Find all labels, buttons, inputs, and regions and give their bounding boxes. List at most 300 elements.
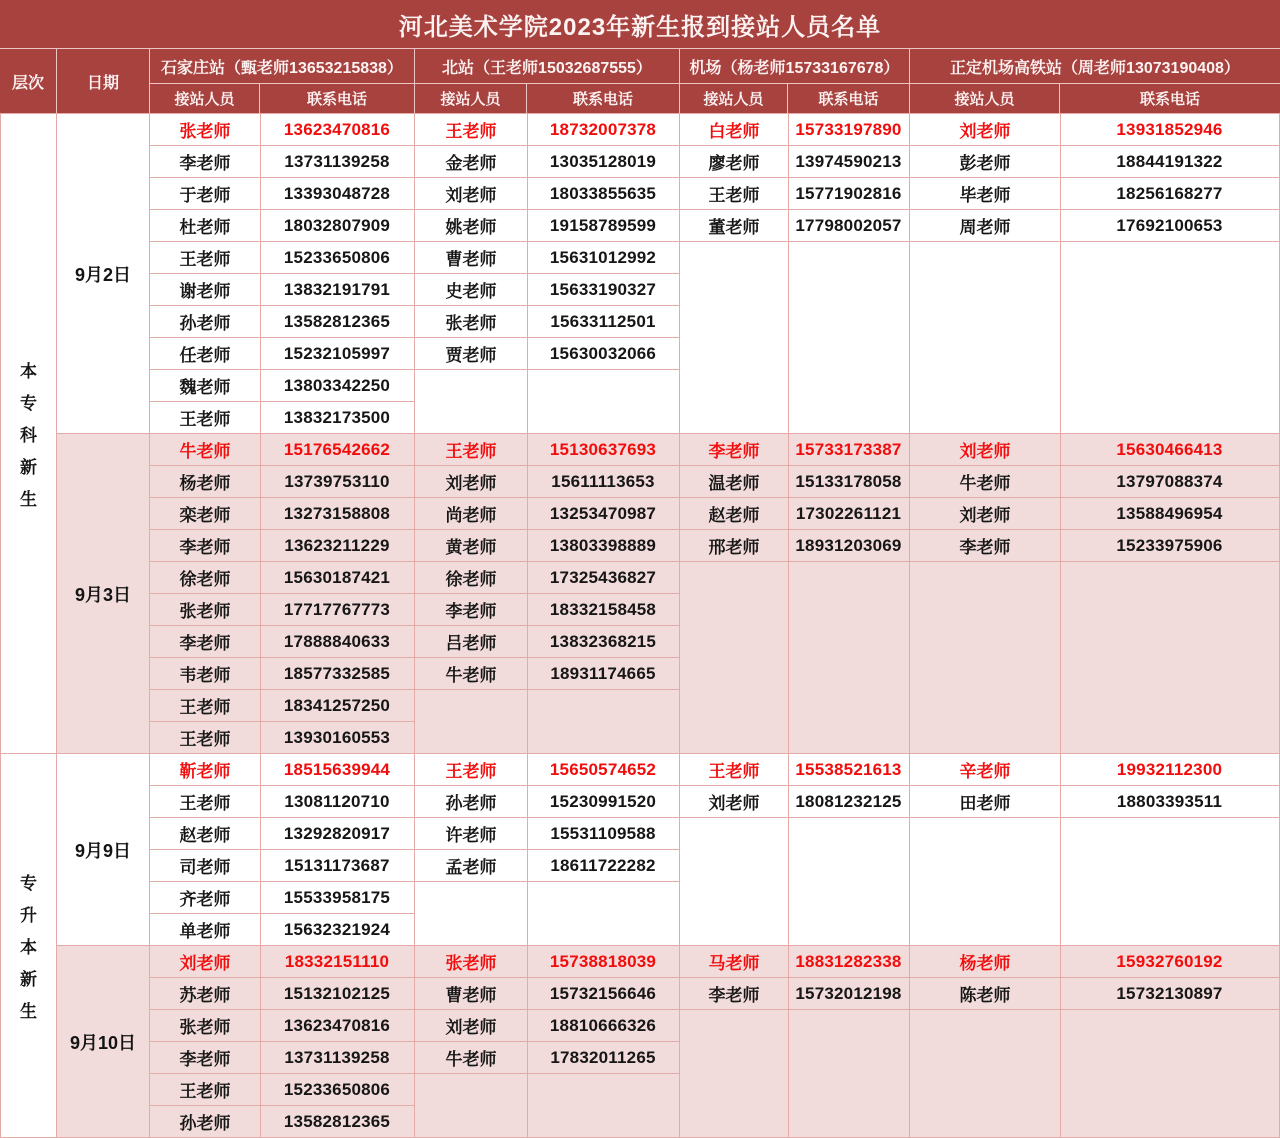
- table-row: [910, 466, 1279, 498]
- station-cell: [150, 946, 415, 1137]
- phone-cell: 13832191791: [283, 279, 391, 299]
- person-cell: 孟老师: [445, 858, 497, 877]
- person-cell: 赵老师: [179, 826, 231, 845]
- table-row: [415, 242, 679, 274]
- phone-cell: 13582812365: [283, 1111, 391, 1131]
- person-cell: 王老师: [445, 442, 497, 461]
- table-row: [910, 114, 1279, 146]
- phone-cell: 15650574652: [549, 759, 657, 779]
- phone-cell: 15631012992: [549, 247, 657, 267]
- table-row: [150, 242, 414, 274]
- person-cell: 曹老师: [445, 986, 497, 1005]
- table-row: [150, 850, 414, 882]
- person-cell: 张老师: [179, 1018, 231, 1037]
- phone-cell: 15632321924: [283, 919, 391, 939]
- person-cell: 李老师: [708, 442, 760, 461]
- phone-cell: 15230991520: [549, 791, 657, 811]
- subheader-person: 接站人员: [150, 84, 260, 113]
- person-cell: 吕老师: [445, 634, 497, 653]
- table-row: [150, 754, 414, 786]
- table-row: [415, 818, 679, 850]
- table-row: [415, 114, 679, 146]
- table-row: [150, 1042, 414, 1074]
- person-cell: 廖老师: [708, 154, 760, 173]
- phone-cell: 15538521613: [795, 759, 902, 779]
- station-group-header-beizhan: [415, 49, 680, 113]
- date-blocks-column: [57, 114, 1280, 1138]
- table-row: [415, 274, 679, 306]
- phone-cell: 15130637693: [549, 439, 657, 459]
- table-row: [680, 210, 909, 242]
- person-cell: 王老师: [179, 410, 231, 429]
- table-row: [415, 594, 679, 626]
- phone-cell: 13931852946: [1116, 119, 1223, 139]
- column-header-row: [0, 49, 1280, 114]
- level-char: 专: [20, 874, 37, 893]
- phone-cell: 13081120710: [284, 791, 390, 811]
- person-cell: 刘老师: [959, 442, 1011, 461]
- phone-cell: 13035128019: [549, 151, 657, 171]
- person-cell: 王老师: [179, 698, 231, 717]
- table-row: [150, 786, 414, 818]
- phone-cell: 15531109588: [550, 823, 656, 843]
- date-block: [57, 434, 1280, 754]
- table-row: [150, 338, 414, 370]
- page-title: 河北美术学院2023年新生报到接站人员名单: [0, 0, 1280, 49]
- phone-cell: 17717767773: [283, 599, 391, 619]
- station-cell: [910, 754, 1280, 945]
- person-cell: 陈老师: [959, 986, 1011, 1005]
- subheader-phone: 联系电话: [572, 91, 633, 108]
- phone-cell: 13623470816: [283, 119, 391, 139]
- person-cell: 栾老师: [179, 506, 231, 525]
- phone-cell: 19158789599: [549, 215, 657, 235]
- phone-cell: 13803342250: [283, 375, 391, 395]
- station-subheader-row: [910, 84, 1280, 113]
- person-cell: 王老师: [179, 1082, 231, 1101]
- phone-cell: 13393048728: [283, 183, 391, 203]
- table-row: [910, 498, 1279, 530]
- person-cell: 彭老师: [959, 154, 1011, 173]
- table-row: [680, 146, 909, 178]
- level-char: 科: [20, 426, 37, 445]
- person-cell: 白老师: [708, 122, 760, 141]
- person-cell: 王老师: [708, 186, 760, 205]
- phone-cell: 15533958175: [283, 887, 391, 907]
- phone-cell: 15633190327: [549, 279, 657, 299]
- person-cell: 靳老师: [179, 762, 231, 781]
- table-row: [680, 434, 909, 466]
- phone-cell: 13623211229: [284, 535, 390, 555]
- phone-cell: 13974590213: [795, 151, 902, 171]
- person-cell: 单老师: [179, 922, 231, 941]
- table-row: [680, 466, 909, 498]
- column-divider-line: [260, 946, 261, 1137]
- phone-cell: 15132102125: [283, 983, 391, 1003]
- column-divider-line: [788, 434, 789, 753]
- table-row: [415, 210, 679, 242]
- person-cell: 牛老师: [445, 666, 497, 685]
- table-row: [680, 786, 909, 818]
- level-char: 本: [20, 362, 37, 381]
- phone-cell: 13832173500: [283, 407, 391, 427]
- phone-cell: 13739753110: [284, 471, 390, 491]
- column-divider-line: [1060, 114, 1061, 433]
- table-row: [150, 914, 414, 945]
- column-divider-line: [260, 434, 261, 753]
- station-cell: [680, 754, 910, 945]
- phone-cell: 18341257250: [283, 695, 391, 715]
- phone-cell: 15738818039: [549, 951, 657, 971]
- table-row: [150, 562, 414, 594]
- person-cell: 刘老师: [445, 1018, 497, 1037]
- table-row: [415, 658, 679, 690]
- phone-cell: 15233650806: [283, 247, 391, 267]
- person-cell: 王老师: [708, 762, 760, 781]
- table-row: [910, 786, 1279, 818]
- phone-cell: 18515639944: [283, 759, 391, 779]
- person-cell: 齐老师: [179, 890, 231, 909]
- table-row: [415, 178, 679, 210]
- level-char: 本: [20, 938, 37, 957]
- phone-cell: 15131173687: [284, 855, 390, 875]
- table-row: [415, 978, 679, 1010]
- person-cell: 张老师: [445, 314, 497, 333]
- person-cell: 牛老师: [959, 474, 1011, 493]
- phone-cell: 15233650806: [283, 1079, 391, 1099]
- table-row: [150, 306, 414, 338]
- person-cell: 牛老师: [445, 1050, 497, 1069]
- person-cell: 李老师: [959, 538, 1011, 557]
- station-group-header-jichang: [680, 49, 910, 113]
- person-cell: 许老师: [445, 826, 497, 845]
- table-row: [150, 626, 414, 658]
- table-row: [150, 146, 414, 178]
- person-cell: 毕老师: [959, 186, 1011, 205]
- phone-cell: 13292820917: [283, 823, 391, 843]
- person-cell: 刘老师: [708, 794, 760, 813]
- person-cell: 于老师: [179, 186, 231, 205]
- phone-cell: 19932112300: [1116, 759, 1223, 779]
- date-block: [57, 754, 1280, 946]
- table-row: [150, 946, 414, 978]
- phone-cell: 13731139258: [284, 151, 390, 171]
- table-row: [415, 466, 679, 498]
- phone-cell: 13731139258: [284, 1047, 390, 1067]
- phone-cell: 17832011265: [550, 1047, 656, 1067]
- phone-cell: 17888840633: [283, 631, 391, 651]
- station-cell: [415, 434, 680, 753]
- phone-cell: 18732007378: [549, 119, 657, 139]
- station-group-label: 正定机场高铁站（周老师13073190408）: [910, 49, 1280, 84]
- phone-cell: 18831282338: [795, 951, 902, 971]
- table-row: [910, 178, 1279, 210]
- table-row: [150, 882, 414, 914]
- table-row: [150, 434, 414, 466]
- column-divider-line: [1060, 434, 1061, 753]
- phone-cell: 15630032066: [549, 343, 657, 363]
- phone-cell: 18844191322: [1116, 151, 1223, 171]
- person-cell: 董老师: [708, 218, 760, 237]
- phone-cell: 13588496954: [1116, 503, 1223, 523]
- phone-cell: 15630466413: [1116, 439, 1223, 459]
- phone-cell: 13623470816: [283, 1015, 391, 1035]
- person-cell: 马老师: [708, 954, 760, 973]
- person-cell: 李老师: [445, 602, 497, 621]
- person-cell: 孙老师: [179, 1114, 231, 1133]
- table-row: [150, 818, 414, 850]
- person-cell: 金老师: [445, 154, 497, 173]
- phone-cell: 15232105997: [283, 343, 391, 363]
- level-column: [0, 114, 57, 1138]
- table-row: [150, 530, 414, 562]
- level-cell: [0, 114, 57, 754]
- table-row: [680, 530, 909, 562]
- table-body: [0, 114, 1280, 1138]
- table-row: [910, 754, 1279, 786]
- phone-cell: 18931174665: [550, 663, 656, 683]
- level-char: 生: [20, 490, 37, 509]
- person-cell: 刘老师: [445, 474, 497, 493]
- person-cell: 尚老师: [445, 506, 497, 525]
- table-row: [150, 178, 414, 210]
- subheader-phone: 联系电话: [818, 91, 879, 108]
- date-cell: 9月3日: [57, 434, 150, 753]
- person-cell: 张老师: [445, 954, 497, 973]
- subheader-phone: 联系电话: [1139, 91, 1200, 108]
- phone-cell: 13582812365: [283, 311, 391, 331]
- person-cell: 孙老师: [179, 314, 231, 333]
- phone-cell: 13253470987: [549, 503, 657, 523]
- date-cell: 9月9日: [57, 754, 150, 945]
- person-cell: 田老师: [959, 794, 1011, 813]
- phone-cell: 18332158458: [549, 599, 657, 619]
- phone-cell: 15633112501: [550, 311, 656, 331]
- table-row: [415, 306, 679, 338]
- station-subheader-row: [415, 84, 679, 113]
- station-cell: [910, 114, 1280, 433]
- level-char: 升: [20, 906, 37, 925]
- station-cell: [910, 434, 1280, 753]
- table-row: [415, 1042, 679, 1074]
- person-cell: 王老师: [179, 794, 231, 813]
- phone-cell: 18611722282: [550, 855, 656, 875]
- column-divider-line: [527, 754, 528, 945]
- phone-cell: 13273158808: [283, 503, 391, 523]
- person-cell: 王老师: [445, 762, 497, 781]
- station-cell: [680, 946, 910, 1137]
- person-cell: 杨老师: [959, 954, 1011, 973]
- phone-cell: 13803398889: [549, 535, 657, 555]
- station-cell: [415, 114, 680, 433]
- table-row: [680, 946, 909, 978]
- level-char: 生: [20, 1002, 37, 1021]
- phone-cell: 17302261121: [795, 503, 902, 523]
- subheader-person: 接站人员: [415, 84, 527, 113]
- table-row: [150, 722, 414, 753]
- column-divider-line: [788, 946, 789, 1137]
- phone-cell: 15733197890: [795, 119, 902, 139]
- person-cell: 曹老师: [445, 250, 497, 269]
- person-cell: 杜老师: [179, 218, 231, 237]
- table-row: [150, 1074, 414, 1106]
- table-row: [150, 1010, 414, 1042]
- table-row: [680, 114, 909, 146]
- column-header-level: 层次: [0, 49, 57, 113]
- date-block: [57, 114, 1280, 434]
- person-cell: 辛老师: [959, 762, 1011, 781]
- person-cell: 苏老师: [179, 986, 231, 1005]
- person-cell: 姚老师: [445, 218, 497, 237]
- date-block: [57, 946, 1280, 1138]
- table-row: [910, 146, 1279, 178]
- station-group-label: 北站（王老师15032687555）: [415, 49, 679, 84]
- phone-cell: 15233975906: [1116, 535, 1223, 555]
- phone-cell: 18033855635: [549, 183, 657, 203]
- table-row: [415, 530, 679, 562]
- person-cell: 牛老师: [179, 442, 231, 461]
- phone-cell: 15771902816: [795, 183, 902, 203]
- person-cell: 邢老师: [708, 538, 760, 557]
- column-divider-line: [260, 754, 261, 945]
- column-header-date: 日期: [57, 49, 150, 113]
- table-row: [910, 978, 1279, 1010]
- table-row: [150, 498, 414, 530]
- table-header: [0, 0, 1280, 114]
- station-subheader-row: [680, 84, 909, 113]
- station-cell: [680, 114, 910, 433]
- phone-cell: 15630187421: [283, 567, 391, 587]
- column-divider-line: [527, 946, 528, 1137]
- person-cell: 温老师: [708, 474, 760, 493]
- table-row: [910, 530, 1279, 562]
- person-cell: 杨老师: [179, 474, 231, 493]
- person-cell: 王老师: [179, 730, 231, 749]
- phone-cell: 15732156646: [549, 983, 657, 1003]
- phone-cell: 15733173387: [795, 439, 902, 459]
- table-row: [150, 466, 414, 498]
- person-cell: 孙老师: [445, 794, 497, 813]
- person-cell: 刘老师: [179, 954, 231, 973]
- person-cell: 刘老师: [445, 186, 497, 205]
- station-cell: [680, 434, 910, 753]
- table-row: [415, 338, 679, 370]
- table-row: [150, 210, 414, 242]
- phone-cell: 15611113653: [551, 471, 655, 491]
- phone-cell: 15732130897: [1116, 983, 1223, 1003]
- table-row: [150, 978, 414, 1010]
- person-cell: 王老师: [445, 122, 497, 141]
- person-cell: 谢老师: [179, 282, 231, 301]
- table-row: [680, 178, 909, 210]
- person-cell: 刘老师: [959, 122, 1011, 141]
- person-cell: 王老师: [179, 250, 231, 269]
- table-row: [415, 498, 679, 530]
- subheader-person: 接站人员: [910, 84, 1060, 113]
- column-divider-line: [1060, 946, 1061, 1137]
- person-cell: 张老师: [179, 122, 231, 141]
- date-cell: 9月10日: [57, 946, 150, 1137]
- person-cell: 赵老师: [708, 506, 760, 525]
- person-cell: 张老师: [179, 602, 231, 621]
- column-divider-line: [788, 754, 789, 945]
- table-row: [415, 1010, 679, 1042]
- column-divider-line: [788, 114, 789, 433]
- person-cell: 刘老师: [959, 506, 1011, 525]
- level-char: 新: [20, 458, 37, 477]
- phone-cell: 18032807909: [283, 215, 391, 235]
- table-row: [415, 562, 679, 594]
- column-divider-line: [1060, 754, 1061, 945]
- table-row: [415, 626, 679, 658]
- person-cell: 魏老师: [179, 378, 231, 397]
- column-divider-line: [527, 434, 528, 753]
- phone-cell: 15932760192: [1116, 951, 1223, 971]
- person-cell: 李老师: [179, 538, 231, 557]
- column-divider-line: [260, 114, 261, 433]
- table-row: [910, 210, 1279, 242]
- phone-cell: 17692100653: [1116, 215, 1223, 235]
- table-row: [680, 978, 909, 1010]
- table-row: [150, 594, 414, 626]
- person-cell: 周老师: [959, 218, 1011, 237]
- table-row: [415, 850, 679, 882]
- table-row: [150, 370, 414, 402]
- table-row: [415, 786, 679, 818]
- phone-cell: 18332151110: [284, 951, 390, 971]
- table-row: [680, 754, 909, 786]
- table-row: [415, 754, 679, 786]
- station-group-header-zhengding: [910, 49, 1280, 113]
- table-row: [150, 402, 414, 433]
- phone-cell: 18256168277: [1116, 183, 1223, 203]
- date-cell: 9月2日: [57, 114, 150, 433]
- table-row: [150, 1106, 414, 1137]
- phone-cell: 17798002057: [795, 215, 902, 235]
- phone-cell: 13832368215: [549, 631, 657, 651]
- phone-cell: 18577332585: [283, 663, 391, 683]
- person-cell: 任老师: [179, 346, 231, 365]
- station-cell: [415, 946, 680, 1137]
- level-char: 新: [20, 970, 37, 989]
- table-row: [150, 690, 414, 722]
- station-cell: [150, 114, 415, 433]
- person-cell: 黄老师: [445, 538, 497, 557]
- person-cell: 史老师: [445, 282, 497, 301]
- phone-cell: 18803393511: [1116, 791, 1223, 811]
- station-group-header-shijiazhuang: [150, 49, 415, 113]
- phone-cell: 17325436827: [549, 567, 657, 587]
- column-divider-line: [527, 114, 528, 433]
- person-cell: 韦老师: [179, 666, 231, 685]
- person-cell: 徐老师: [445, 570, 497, 589]
- person-cell: 徐老师: [179, 570, 231, 589]
- subheader-person: 接站人员: [680, 84, 788, 113]
- station-cell: [910, 946, 1280, 1137]
- level-cell: [0, 754, 57, 1138]
- table-row: [150, 114, 414, 146]
- table-row: [910, 434, 1279, 466]
- station-subheader-row: [150, 84, 414, 113]
- phone-cell: 13797088374: [1116, 471, 1223, 491]
- table-row: [415, 946, 679, 978]
- phone-cell: 18810666326: [549, 1015, 657, 1035]
- table-row: [680, 498, 909, 530]
- phone-cell: 18931203069: [795, 535, 902, 555]
- station-cell: [150, 434, 415, 753]
- person-cell: 司老师: [179, 858, 231, 877]
- phone-cell: 15133178058: [795, 471, 902, 491]
